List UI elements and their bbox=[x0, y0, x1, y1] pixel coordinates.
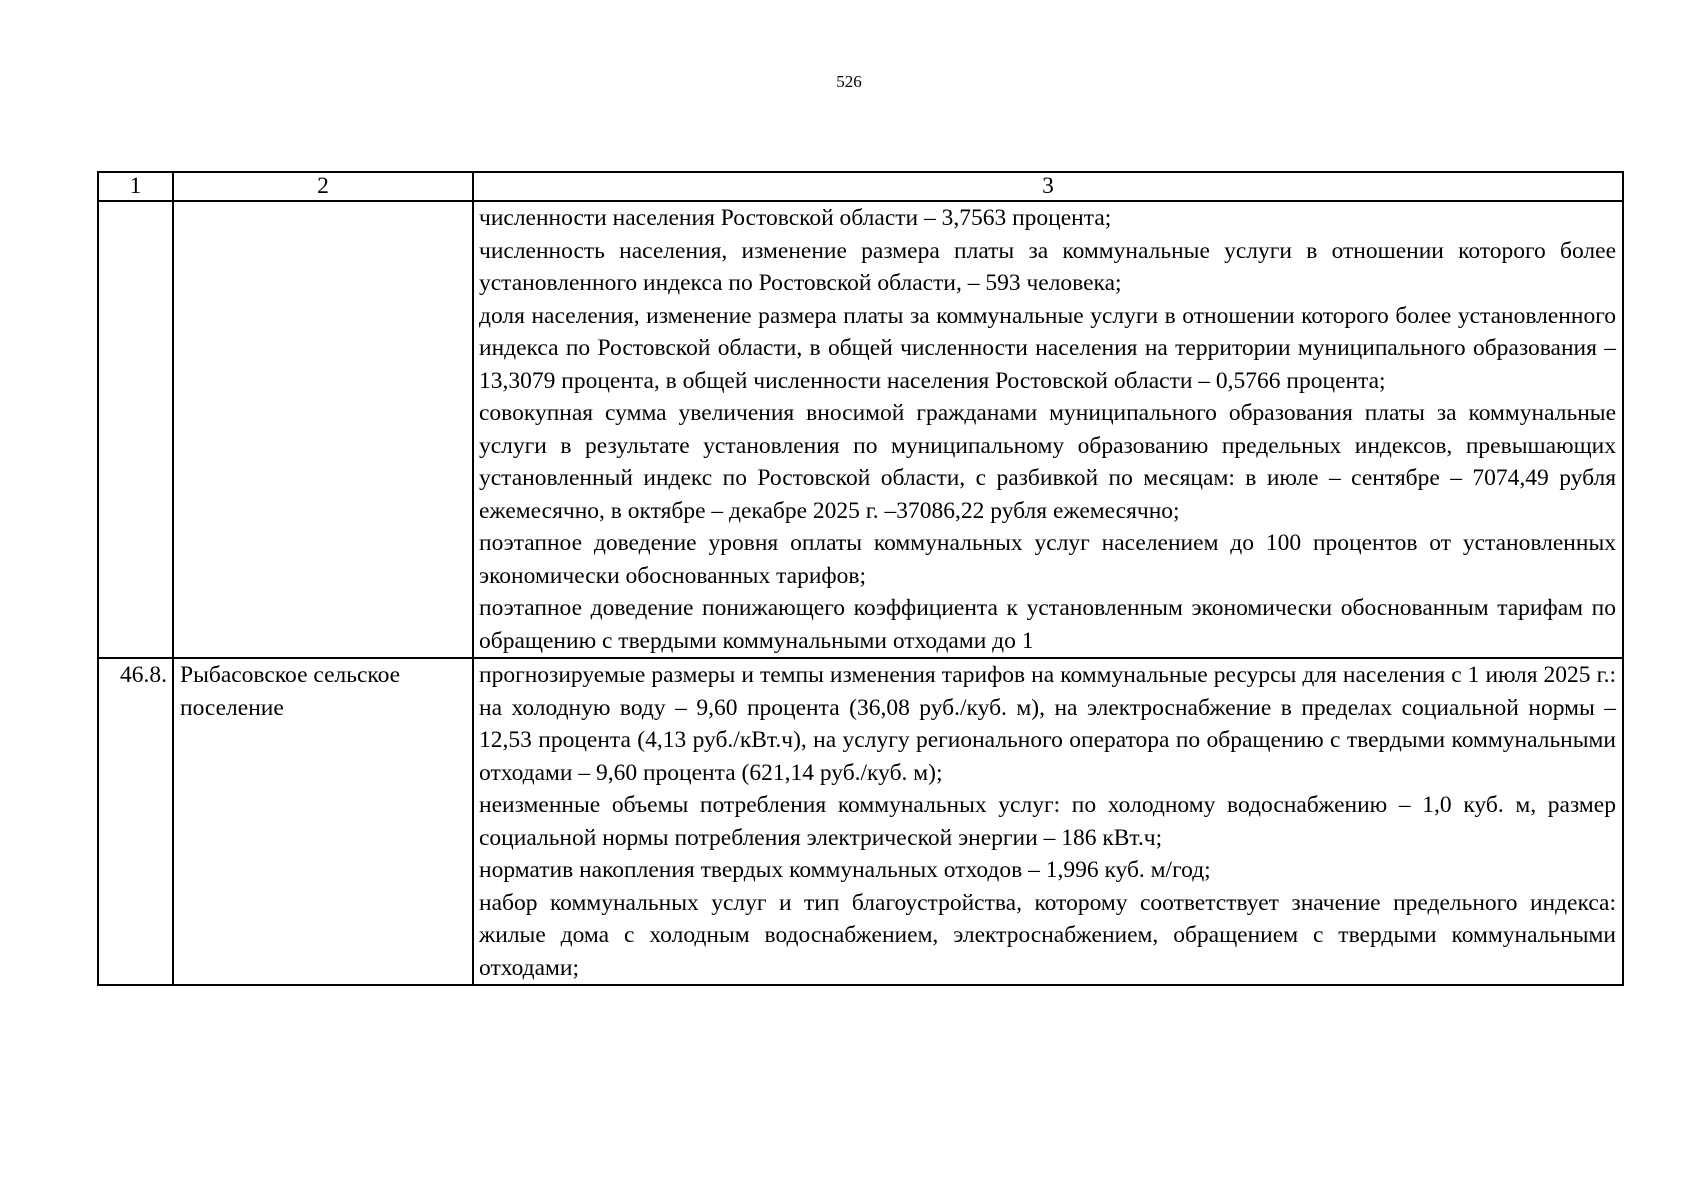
page-number: 526 bbox=[836, 72, 862, 91]
column-header-3: 3 bbox=[473, 172, 1623, 201]
paragraph: доля населения, изменение размера платы за коммунальные услуги в отношении которого более установленного индекса по Ростовской области, в общей численности населения на территории муниципального образования – 13,3079 процента, в общей численности населения Ростовской области – 0,5766 процента; bbox=[479, 302, 1616, 394]
tariff-table bbox=[97, 171, 1624, 986]
paragraph: численности населения Ростовской области – 3,7563 процента; bbox=[479, 205, 1112, 231]
paragraph: поэтапное доведение уровня оплаты коммунальных услуг населением до 100 процентов от установленных экономически обоснованных тарифов; bbox=[479, 530, 1616, 589]
description-cell bbox=[473, 658, 1623, 985]
settlement-name-cell bbox=[173, 201, 473, 658]
paragraph: прогнозируемые размеры и темпы изменения тарифов на коммунальные ресурсы для населения с 1 июля 2025 г.: на холодную воду – 9,60 процента (36,08 руб./куб. м), на электроснабжение в пределах социальной нормы – 12,53 процента (4,13 руб./кВт.ч), на услугу регионального оператора по обращению с твердыми коммунальными отходами – 9,60 процента (621,14 руб./куб. м); bbox=[479, 662, 1616, 786]
paragraph: неизменные объемы потребления коммунальных услуг: по холодному водоснабжению – 1,0 куб. м, размер социальной нормы потребления электрической энергии – 186 кВт.ч; bbox=[479, 792, 1616, 851]
description-cell bbox=[473, 201, 1623, 658]
column-header-2: 2 bbox=[173, 172, 473, 201]
paragraph: норматив накопления твердых коммунальных отходов – 1,996 куб. м/год; bbox=[479, 857, 1211, 883]
settlement-name-cell: Рыбасовское сельское поселение bbox=[173, 658, 473, 985]
column-header-1: 1 bbox=[98, 172, 173, 201]
paragraph: совокупная сумма увеличения вносимой гражданами муниципального образования платы за коммунальные услуги в результате установления по муниципальному образованию предельных индексов, превышающих установленный индекс по Ростовской области, с разбивкой по месяцам: в июле – сентябре – 7074,49 рубля ежемесячно, в октябре – декабре 2025 г. –37086,22 рубля ежемесячно; bbox=[479, 400, 1616, 524]
paragraph: численность населения, изменение размера платы за коммунальные услуги в отношении которого более установленного индекса по Ростовской области, – 593 человека; bbox=[479, 237, 1616, 296]
row-number-cell: 46.8. bbox=[98, 658, 173, 985]
table-row bbox=[98, 658, 1623, 985]
table-row bbox=[98, 201, 1623, 658]
table-header-row bbox=[98, 172, 1623, 201]
paragraph: набор коммунальных услуг и тип благоустройства, которому соответствует значение предельного индекса: жилые дома с холодным водоснабжением, электроснабжением, обращением с твердыми коммунальными отходами; bbox=[479, 889, 1616, 981]
paragraph: поэтапное доведение понижающего коэффициента к установленным экономически обоснованным тарифам по обращению с твердыми коммунальными отходами до 1 bbox=[479, 595, 1616, 654]
row-number-cell bbox=[98, 201, 173, 658]
